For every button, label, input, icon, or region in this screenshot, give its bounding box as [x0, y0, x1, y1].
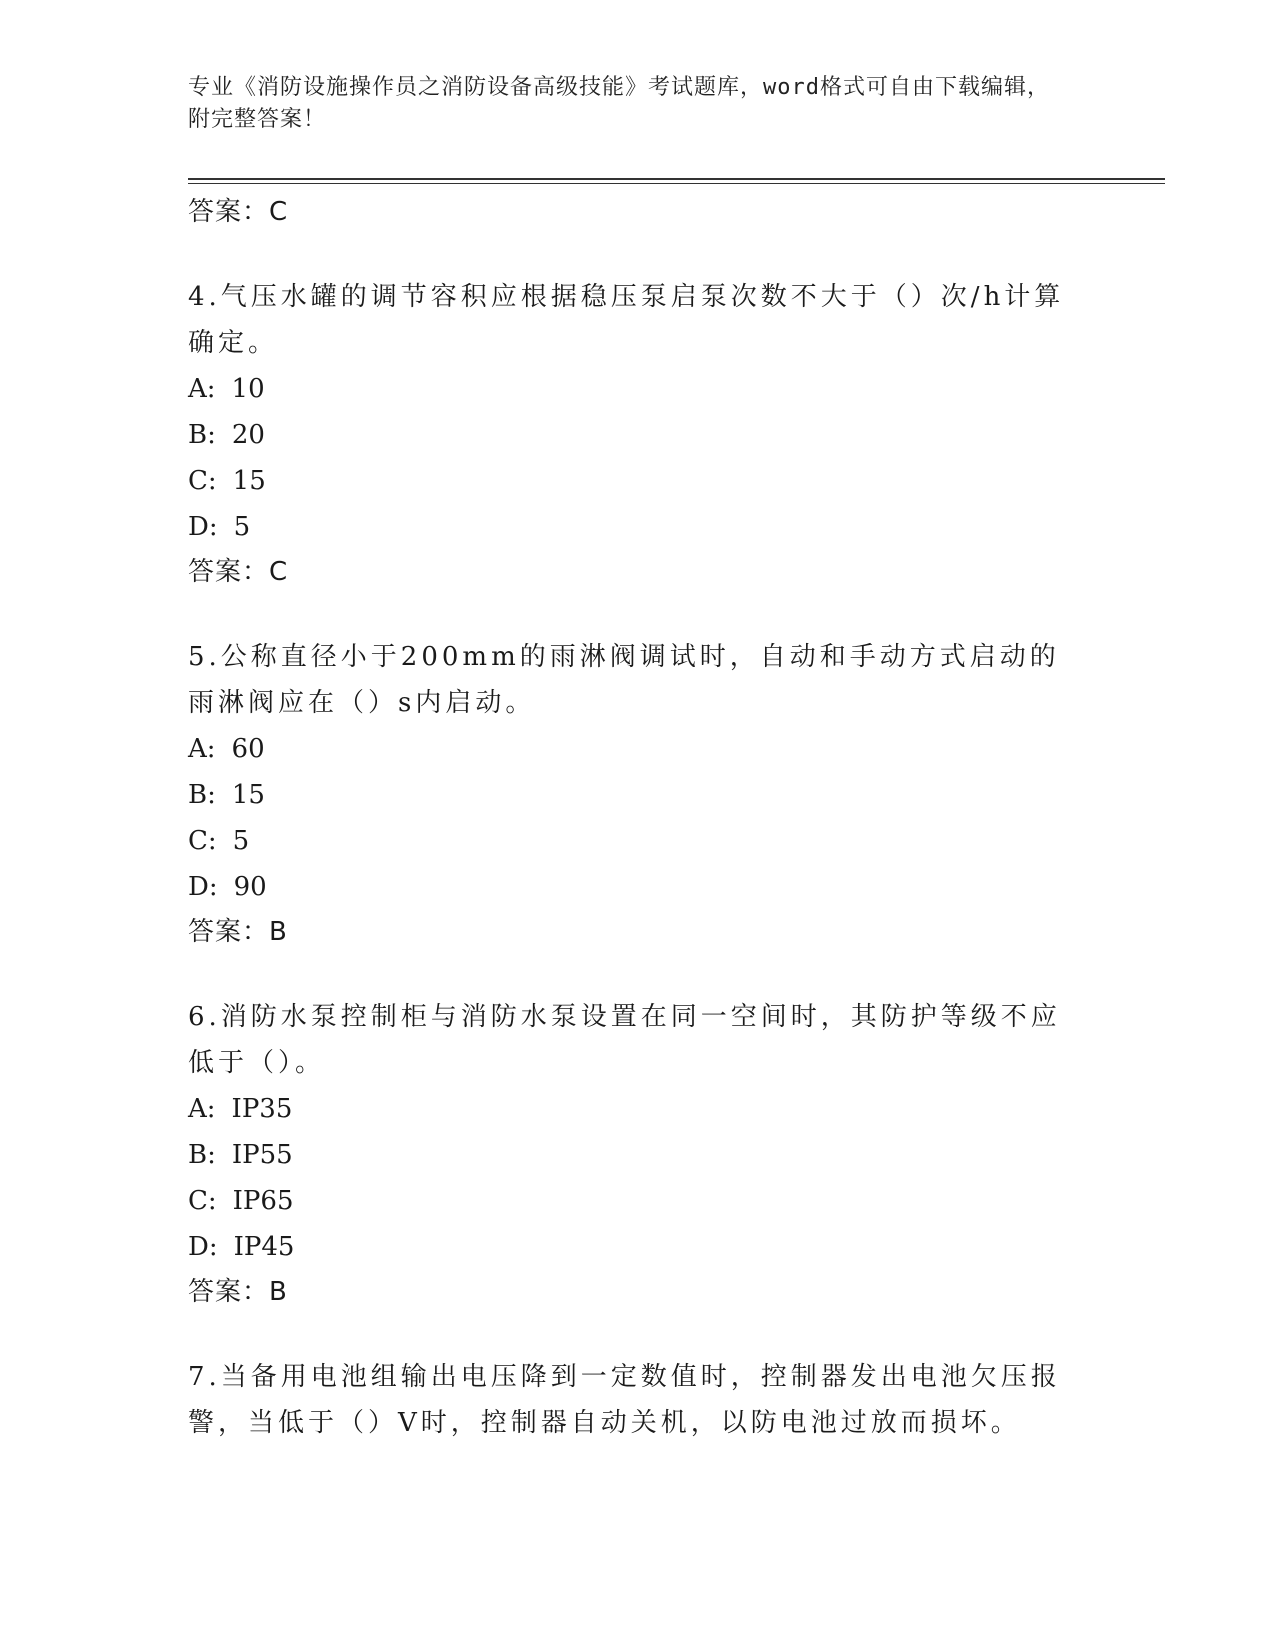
- question-block: [188, 1354, 1088, 1446]
- question-text: 4.气压水罐的调节容积应根据稳压泵启泵次数不大于（）次/h计算确定。: [188, 282, 1065, 358]
- question-text: 7.当备用电池组输出电压降到一定数值时，控制器发出电池欠压报警，当低于（）V时，控制器自动关机，以防电池过放而损坏。: [188, 1362, 1061, 1438]
- option-value: 20: [231, 420, 265, 450]
- question-block: [188, 994, 1088, 1314]
- answer-line: 答案：B: [188, 917, 288, 947]
- option-value: IP65: [232, 1186, 294, 1216]
- option-b: [188, 1132, 1088, 1178]
- option-c: [188, 1178, 1088, 1224]
- option-b: [188, 772, 1088, 818]
- option-label: A:: [188, 374, 216, 404]
- option-value: 15: [232, 466, 266, 496]
- option-value: IP35: [231, 1094, 293, 1124]
- answer-line: 答案：C: [188, 557, 289, 587]
- option-d: [188, 504, 1088, 550]
- option-a: [188, 366, 1088, 412]
- question-list: [188, 190, 1088, 1446]
- page-header: 专业《消防设施操作员之消防设备高级技能》考试题库，word格式可自由下载编辑，附完整答案！: [188, 75, 1050, 132]
- option-d: [188, 1224, 1088, 1270]
- option-value: 5: [233, 512, 251, 542]
- answer-line: 答案：C: [188, 197, 289, 227]
- option-c: [188, 818, 1088, 864]
- option-value: 10: [231, 374, 265, 404]
- option-label: D:: [188, 512, 218, 542]
- option-value: 90: [233, 872, 267, 902]
- option-value: IP45: [233, 1232, 295, 1262]
- option-a: [188, 726, 1088, 772]
- option-label: A:: [188, 734, 216, 764]
- option-value: IP55: [231, 1140, 293, 1170]
- option-d: [188, 864, 1088, 910]
- option-value: 5: [232, 826, 250, 856]
- option-c: [188, 458, 1088, 504]
- option-a: [188, 1086, 1088, 1132]
- option-value: 15: [231, 780, 265, 810]
- option-value: 60: [231, 734, 265, 764]
- question-block: [188, 274, 1088, 594]
- option-label: D:: [188, 1232, 218, 1262]
- header-rule-thin: [188, 183, 1165, 184]
- option-b: [188, 412, 1088, 458]
- question-text: 5.公称直径小于200mm的雨淋阀调试时，自动和手动方式启动的雨淋阀应在（）s内启动。: [188, 642, 1060, 718]
- option-label: A:: [188, 1094, 216, 1124]
- question-text: 6.消防水泵控制柜与消防水泵设置在同一空间时，其防护等级不应低于（）。: [188, 1002, 1061, 1078]
- question-block: [188, 634, 1088, 954]
- option-label: B:: [188, 780, 216, 810]
- option-label: D:: [188, 872, 218, 902]
- option-label: B:: [188, 420, 216, 450]
- option-label: C:: [188, 1186, 217, 1216]
- header-rule-thick: [188, 178, 1165, 180]
- option-label: C:: [188, 826, 217, 856]
- option-label: B:: [188, 1140, 216, 1170]
- answer-line: 答案：B: [188, 1277, 288, 1307]
- option-label: C:: [188, 466, 217, 496]
